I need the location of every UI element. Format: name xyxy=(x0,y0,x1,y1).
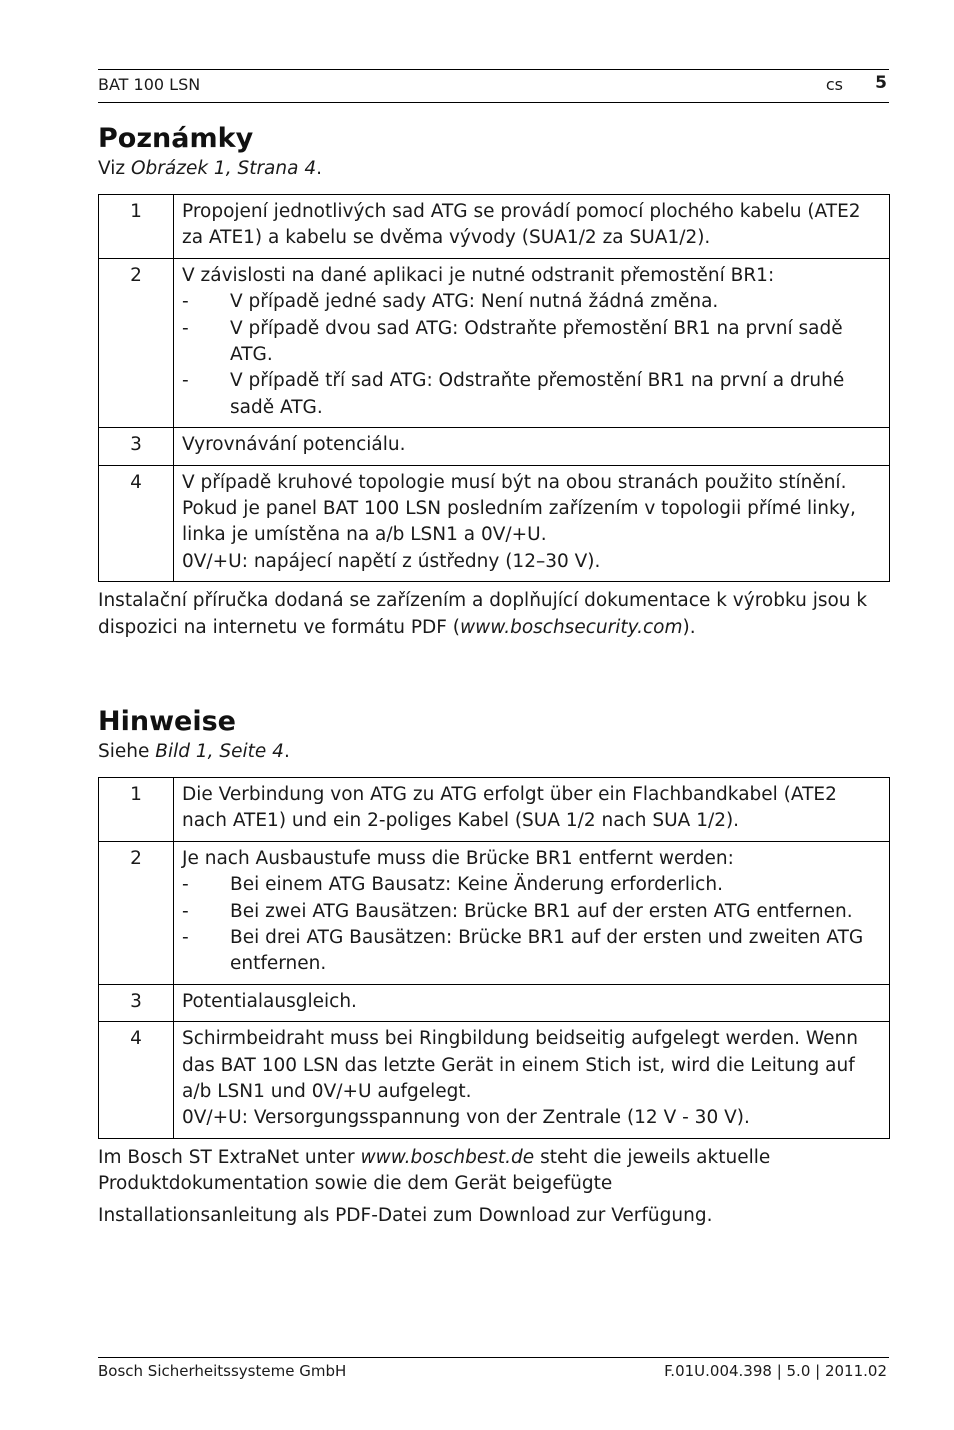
table-row xyxy=(99,465,890,582)
table-row xyxy=(99,1022,890,1139)
table-row xyxy=(99,778,890,842)
bullet-text: Bei drei ATG Bausätzen: Brücke BR1 auf der ersten und zweiten ATG entfernen. xyxy=(230,927,864,975)
row-text xyxy=(174,778,890,842)
row-line: 0V/+U: Versorgungsspannung von der Zentrale (12 V - 30 V). xyxy=(182,1107,750,1129)
bullet-item xyxy=(182,289,881,315)
bullet-dash: - xyxy=(182,370,189,392)
row-number: 2 xyxy=(99,258,174,427)
footer-doc-info: F.01U.004.398 | 5.0 | 2011.02 xyxy=(664,1362,887,1380)
header-doc-title: BAT 100 LSN xyxy=(98,75,201,94)
row-text xyxy=(174,984,890,1021)
documentation-note: Im Bosch ST ExtraNet unter www.boschbest.de steht die jeweils aktuelle Produktdokumentation sowie die dem Gerät beigefügte Installationsanleitung als PDF-Datei zum Download zur Verfügung. xyxy=(98,1146,771,1226)
bullet-item xyxy=(182,872,881,898)
bullet-dash: - xyxy=(182,291,189,313)
row-line: Propojení jednotlivých sad ATG se provádí pomocí plochého kabelu (ATE2 za ATE1) a kabelu se dvěma vývody (SUA1/2 za SUA1/2). xyxy=(182,201,861,249)
section-poznamky xyxy=(98,122,890,641)
bullet-text: V případě dvou sad ATG: Odstraňte přemostění BR1 na první sadě ATG. xyxy=(230,317,843,366)
figure-reference: Siehe Bild 1, Seite 4. xyxy=(98,741,290,762)
row-intro: V závislosti na dané aplikaci je nutné odstranit přemostění BR1: xyxy=(182,264,775,286)
table-row xyxy=(99,258,890,427)
row-text xyxy=(174,428,890,465)
bullet-item xyxy=(182,368,881,421)
bullet-dash: - xyxy=(182,927,189,949)
row-line: Die Verbindung von ATG zu ATG erfolgt über ein Flachbandkabel (ATE2 nach ATE1) und ein 2-poliges Kabel (SUA 1/2 nach SUA 1/2). xyxy=(182,784,837,832)
bullet-item xyxy=(182,899,881,925)
row-intro: Je nach Ausbaustufe muss die Brücke BR1 entfernt werden: xyxy=(182,847,734,869)
row-line: Schirmbeidraht muss bei Ringbildung beidseitig aufgelegt werden. Wenn das BAT 100 LSN das letzte Gerät in einem Stich ist, wird die Leitung auf a/b LSN1 und 0V/+U aufgelegt. xyxy=(182,1028,858,1103)
bullet-text: Bei zwei ATG Bausätzen: Brücke BR1 auf der ersten ATG entfernen. xyxy=(230,900,853,922)
section-title: Hinweise xyxy=(98,706,236,737)
notes-table xyxy=(98,777,890,1139)
row-text xyxy=(174,841,890,984)
row-number: 1 xyxy=(99,195,174,259)
bullet-dash: - xyxy=(182,317,189,339)
table-row xyxy=(99,841,890,984)
bullet-dash: - xyxy=(182,874,189,896)
row-number: 3 xyxy=(99,428,174,465)
row-text xyxy=(174,1022,890,1139)
bullet-item xyxy=(182,316,881,369)
row-text xyxy=(174,258,890,427)
row-number: 1 xyxy=(99,778,174,842)
header-page-number: 5 xyxy=(875,73,887,93)
figure-reference: Viz Obrázek 1, Strana 4. xyxy=(98,158,322,179)
bullet-text: Bei einem ATG Bausatz: Keine Änderung erforderlich. xyxy=(230,874,723,896)
row-line: V případě kruhové topologie musí být na obou stranách použito stínění. Pokud je panel BAT 100 LSN posledním zařízením v topologii přímé linky, linka je umístěna na a/b LSN1 a 0V/+U. xyxy=(182,471,856,546)
row-number: 3 xyxy=(99,984,174,1021)
bullet-item xyxy=(182,925,881,978)
link-boschsecurity[interactable]: www.boschsecurity.com xyxy=(460,616,683,638)
bullet-text: V případě tří sad ATG: Odstraňte přemostění BR1 na první a druhé sadě ATG. xyxy=(230,370,845,418)
table-row xyxy=(99,428,890,465)
row-text xyxy=(174,195,890,259)
row-number: 4 xyxy=(99,465,174,582)
section-title: Poznámky xyxy=(98,123,254,154)
bullet-dash: - xyxy=(182,900,189,922)
row-line: 0V/+U: napájecí napětí z ústředny (12–30 V). xyxy=(182,550,601,572)
row-number: 4 xyxy=(99,1022,174,1139)
row-line: Vyrovnávání potenciálu. xyxy=(182,434,406,456)
row-text xyxy=(174,465,890,582)
table-row xyxy=(99,195,890,259)
bullet-text: V případě jedné sady ATG: Není nutná žádná změna. xyxy=(230,291,719,313)
documentation-note: Instalační příručka dodaná se zařízením a doplňující dokumentace k výrobku jsou k dispozici na internetu ve formátu PDF (www.boschsecurity.com). xyxy=(98,590,868,638)
section-hinweise xyxy=(98,705,890,1229)
header-language: cs xyxy=(825,75,843,94)
footer-company: Bosch Sicherheitssysteme GmbH xyxy=(98,1362,347,1380)
notes-table xyxy=(98,194,890,582)
link-boschbest[interactable]: www.boschbest.de xyxy=(360,1146,535,1168)
row-line: Potentialausgleich. xyxy=(182,990,357,1012)
page-footer xyxy=(98,1357,889,1380)
row-number: 2 xyxy=(99,841,174,984)
page-header xyxy=(98,69,889,103)
table-row xyxy=(99,984,890,1021)
